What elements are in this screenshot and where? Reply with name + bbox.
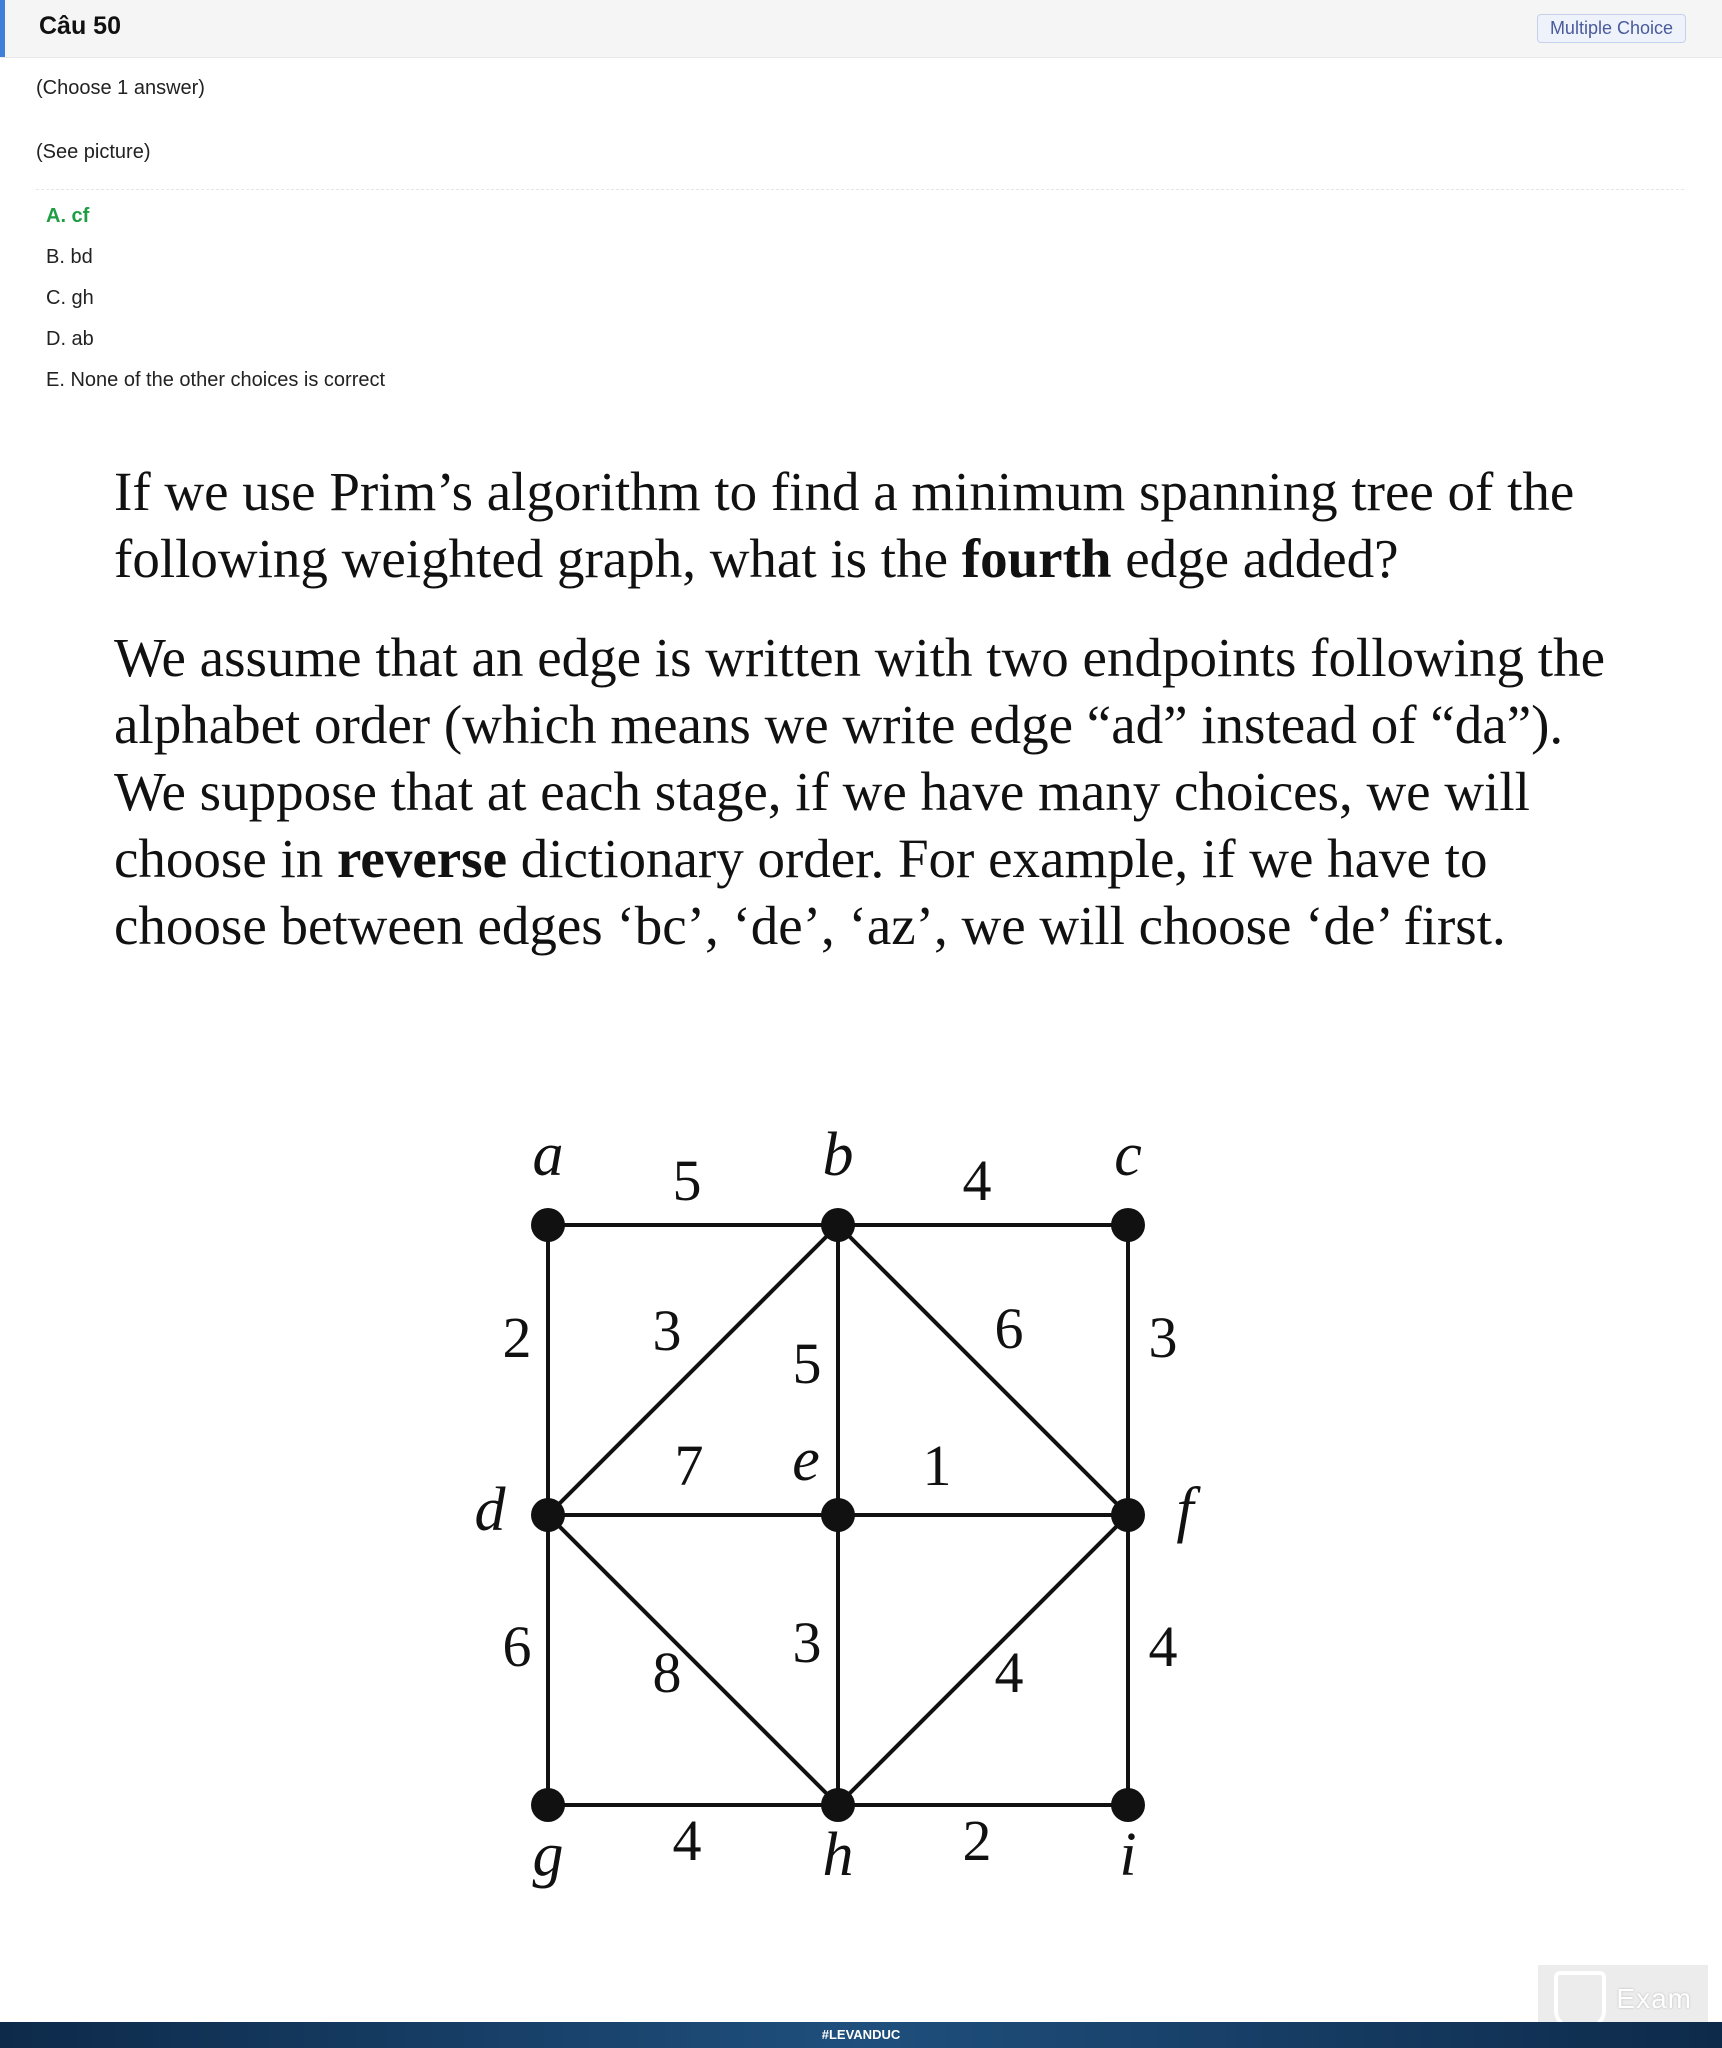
edge-weight-be: 5: [792, 1331, 822, 1396]
vertex-label-e: e: [792, 1426, 820, 1494]
edge-weight-bd: 3: [652, 1298, 682, 1363]
fu-logo-icon: [1554, 1971, 1606, 2029]
picture-note: (See picture): [36, 141, 151, 163]
paragraph-1-tail: edge added?: [1111, 528, 1399, 589]
edge-weight-bf: 6: [994, 1296, 1024, 1361]
question-header: [0, 0, 1722, 58]
vertex-label-g: g: [532, 1821, 564, 1889]
vertex-label-a: a: [532, 1121, 564, 1189]
weighted-graph: [0, 420, 1722, 2020]
choice-d[interactable]: D. ab: [46, 328, 94, 350]
vertex-g: [531, 1788, 565, 1822]
vertex-label-b: b: [822, 1121, 854, 1189]
edge-weight-fi: 4: [1148, 1614, 1178, 1679]
answer-instruction: (Choose 1 answer): [36, 77, 205, 99]
choice-c[interactable]: C. gh: [46, 287, 94, 309]
edge-weight-hi: 2: [962, 1808, 992, 1873]
paragraph-1-emphasis: fourth: [961, 528, 1112, 589]
edge-weight-gh: 4: [672, 1808, 702, 1873]
vertex-b: [821, 1208, 855, 1242]
header-accent-bar: [0, 0, 5, 57]
vertex-c: [1111, 1208, 1145, 1242]
edge-weight-dg: 6: [502, 1614, 532, 1679]
edge-weight-dh: 8: [652, 1640, 682, 1705]
vertex-d: [531, 1498, 565, 1532]
edge-weight-de: 7: [674, 1433, 704, 1498]
question-picture: [0, 420, 1722, 2020]
vertex-f: [1111, 1498, 1145, 1532]
answer-choices: [46, 203, 385, 408]
choice-e[interactable]: E. None of the other choices is correct: [46, 369, 386, 391]
vertex-label-c: c: [1114, 1121, 1142, 1189]
edge-bf: [838, 1225, 1128, 1515]
edge-weight-ef: 1: [922, 1433, 952, 1498]
divider: [36, 189, 1684, 190]
vertex-label-d: d: [474, 1476, 506, 1544]
footer-bar: [0, 2022, 1722, 2048]
vertex-i: [1111, 1788, 1145, 1822]
edge-weight-bc: 4: [962, 1148, 992, 1213]
edge-weight-fh: 4: [994, 1640, 1024, 1705]
edge-weight-eh: 3: [792, 1610, 822, 1675]
vertex-label-h: h: [822, 1821, 854, 1889]
paragraph-2-tail: dictionary order. For example, if we have to choose between edges ‘bc’, ‘de’, ‘az’, we will choose ‘de’ first.: [114, 828, 1506, 956]
edge-weight-ad: 2: [502, 1305, 532, 1370]
paragraph-2-text: We assume that an edge is written with two endpoints following the alphabet order (which means we write edge “ad” instead of “da”). We suppose that at each stage, if we have many choices, we will choose in: [114, 627, 1605, 889]
edge-fh: [838, 1515, 1128, 1805]
choice-b[interactable]: B. bd: [46, 246, 93, 268]
vertex-label-i: i: [1119, 1821, 1137, 1889]
question-title: Câu 50: [39, 12, 121, 40]
watermark-text: Exam: [1616, 1983, 1692, 2014]
footer-credit: #LEVANDUC: [821, 2027, 901, 2042]
vertex-e: [821, 1498, 855, 1532]
vertex-label-f: f: [1176, 1476, 1194, 1544]
paragraph-2-emphasis: reverse: [337, 828, 507, 889]
edge-weight-cf: 3: [1148, 1305, 1178, 1370]
edge-weight-ab: 5: [672, 1148, 702, 1213]
question-type-badge: Multiple Choice: [1537, 14, 1686, 43]
paragraph-1-text: If we use Prim’s algorithm to find a minimum spanning tree of the following weighted graph, what is the: [114, 461, 1575, 589]
choice-a[interactable]: A. cf: [46, 205, 90, 227]
vertex-h: [821, 1788, 855, 1822]
vertex-a: [531, 1208, 565, 1242]
